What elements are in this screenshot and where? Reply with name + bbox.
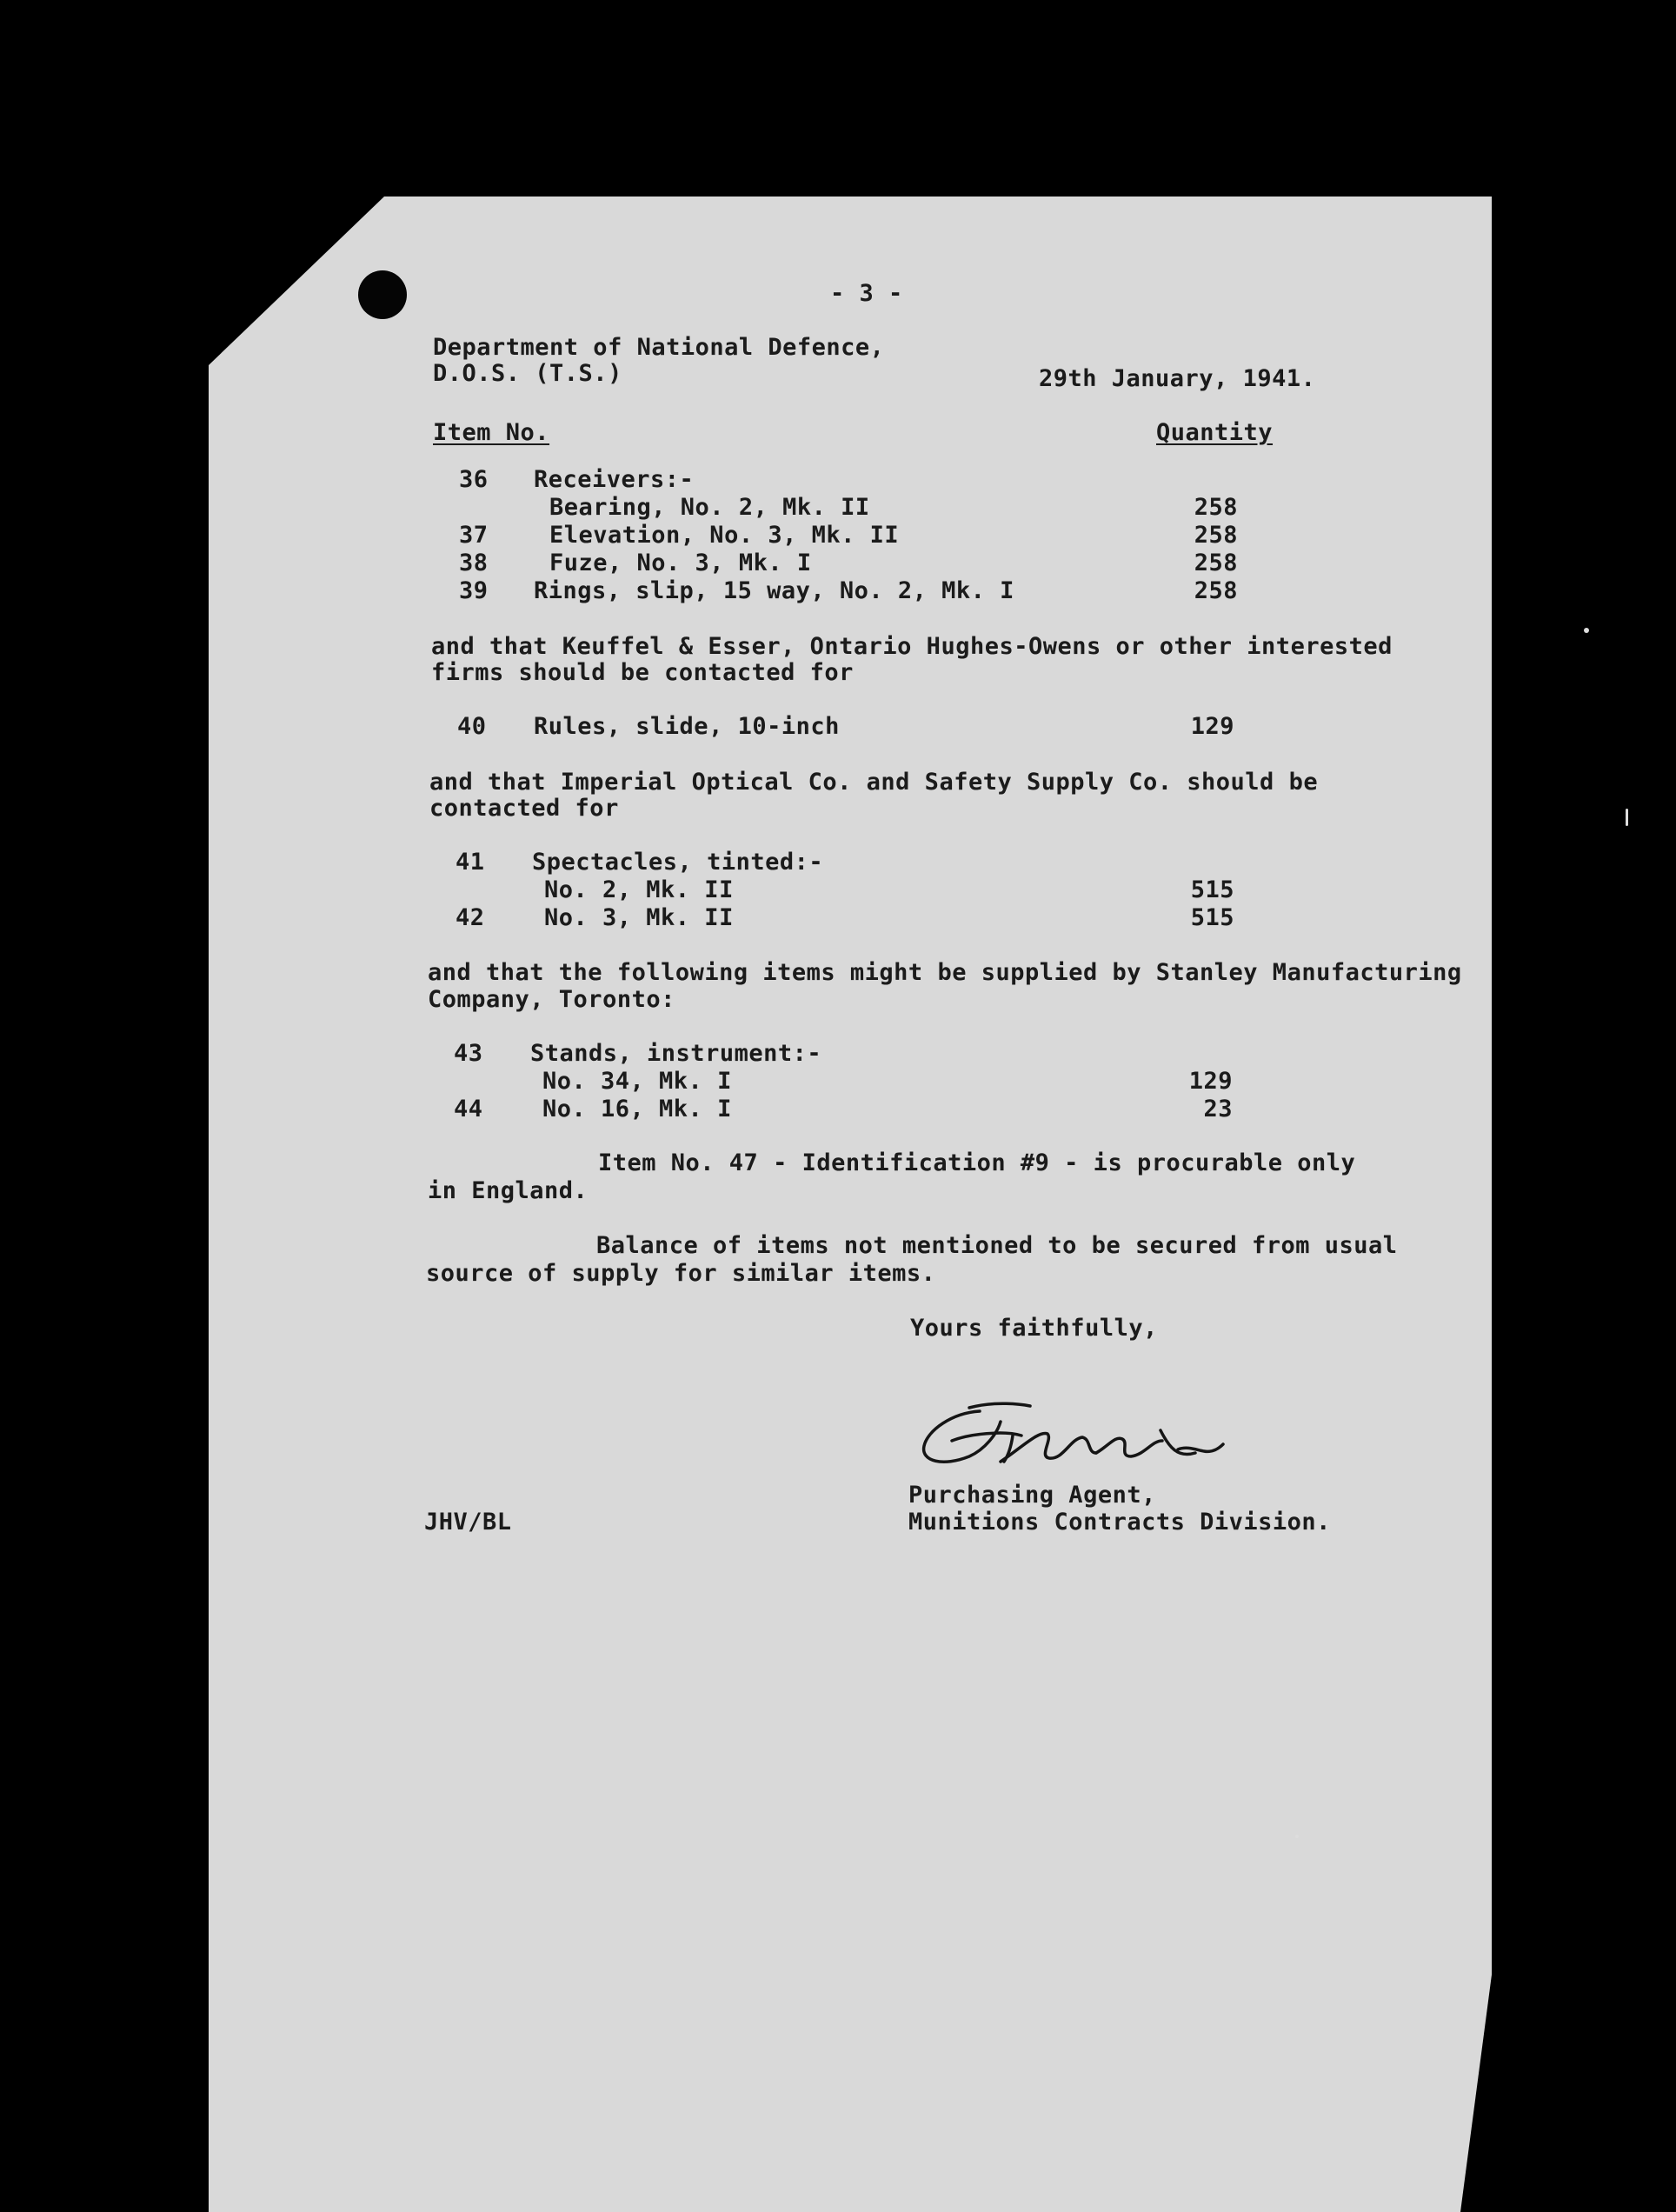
- item-number: 39: [459, 577, 489, 604]
- paragraph-2-line-1: and that Imperial Optical Co. and Safety Supply Co. should be: [429, 769, 1319, 796]
- paragraph-4-line-2: in England.: [428, 1177, 589, 1204]
- item-number: 40: [457, 713, 487, 740]
- item-description: No. 34, Mk. I: [542, 1068, 732, 1095]
- signer-division: Munitions Contracts Division.: [908, 1509, 1331, 1536]
- item-description: Rules, slide, 10-inch: [534, 713, 840, 740]
- item-quantity: 258: [1194, 577, 1238, 604]
- item-quantity: 258: [1194, 550, 1238, 576]
- item-heading: Receivers:-: [534, 466, 695, 493]
- paragraph-4-line-1: Item No. 47 - Identification #9 - is procurable only: [598, 1149, 1356, 1176]
- item-quantity: 258: [1194, 522, 1238, 549]
- item-no-header: Item No.: [433, 419, 550, 446]
- letter-date: 29th January, 1941.: [1039, 365, 1316, 392]
- paragraph-5-line-2: source of supply for similar items.: [426, 1260, 936, 1287]
- paragraph-1-line-2: firms should be contacted for: [431, 659, 854, 686]
- dust-speck: [1584, 628, 1589, 633]
- item-description: No. 16, Mk. I: [542, 1096, 732, 1123]
- item-description: No. 2, Mk. II: [544, 876, 734, 903]
- reference-initials: JHV/BL: [424, 1509, 512, 1536]
- item-description: Fuze, No. 3, Mk. I: [549, 550, 812, 576]
- paragraph-5-line-1: Balance of items not mentioned to be secured from usual: [596, 1232, 1398, 1259]
- paragraph-1-line-1: and that Keuffel & Esser, Ontario Hughes-Owens or other interested: [431, 633, 1393, 660]
- item-heading: Stands, instrument:-: [530, 1040, 822, 1067]
- paragraph-3-line-2: Company, Toronto:: [428, 986, 675, 1013]
- item-number: 42: [456, 904, 485, 931]
- item-quantity: 515: [1190, 876, 1234, 903]
- item-number: 37: [459, 522, 489, 549]
- item-number: 38: [459, 550, 489, 576]
- dust-speck: [1295, 1835, 1299, 1838]
- addressee-line-1: Department of National Defence,: [433, 334, 885, 361]
- item-number: 44: [454, 1096, 483, 1123]
- quantity-header: Quantity: [1156, 419, 1274, 446]
- addressee-line-2: D.O.S. (T.S.): [433, 360, 622, 387]
- item-description: Rings, slip, 15 way, No. 2, Mk. I: [534, 577, 1014, 604]
- item-number: 43: [454, 1040, 483, 1067]
- item-quantity: 258: [1194, 494, 1238, 521]
- page-number: - 3 -: [830, 280, 903, 307]
- closing: Yours faithfully,: [910, 1315, 1158, 1342]
- item-quantity: 129: [1190, 713, 1234, 740]
- item-quantity: 515: [1190, 904, 1234, 931]
- item-description: Bearing, No. 2, Mk. II: [549, 494, 870, 521]
- item-quantity: 23: [1203, 1096, 1233, 1123]
- punch-hole: [358, 270, 407, 319]
- item-description: Elevation, No. 3, Mk. II: [549, 522, 900, 549]
- item-number: 36: [459, 466, 489, 493]
- handwritten-signature: [917, 1396, 1265, 1482]
- signer-title: Purchasing Agent,: [908, 1482, 1156, 1509]
- item-number: 41: [456, 849, 485, 876]
- item-quantity: 129: [1188, 1068, 1233, 1095]
- item-description: No. 3, Mk. II: [544, 904, 734, 931]
- item-heading: Spectacles, tinted:-: [532, 849, 824, 876]
- dust-speck: [1626, 809, 1628, 826]
- paragraph-3-line-1: and that the following items might be supplied by Stanley Manufacturing: [428, 959, 1462, 986]
- paragraph-2-line-2: contacted for: [429, 795, 619, 822]
